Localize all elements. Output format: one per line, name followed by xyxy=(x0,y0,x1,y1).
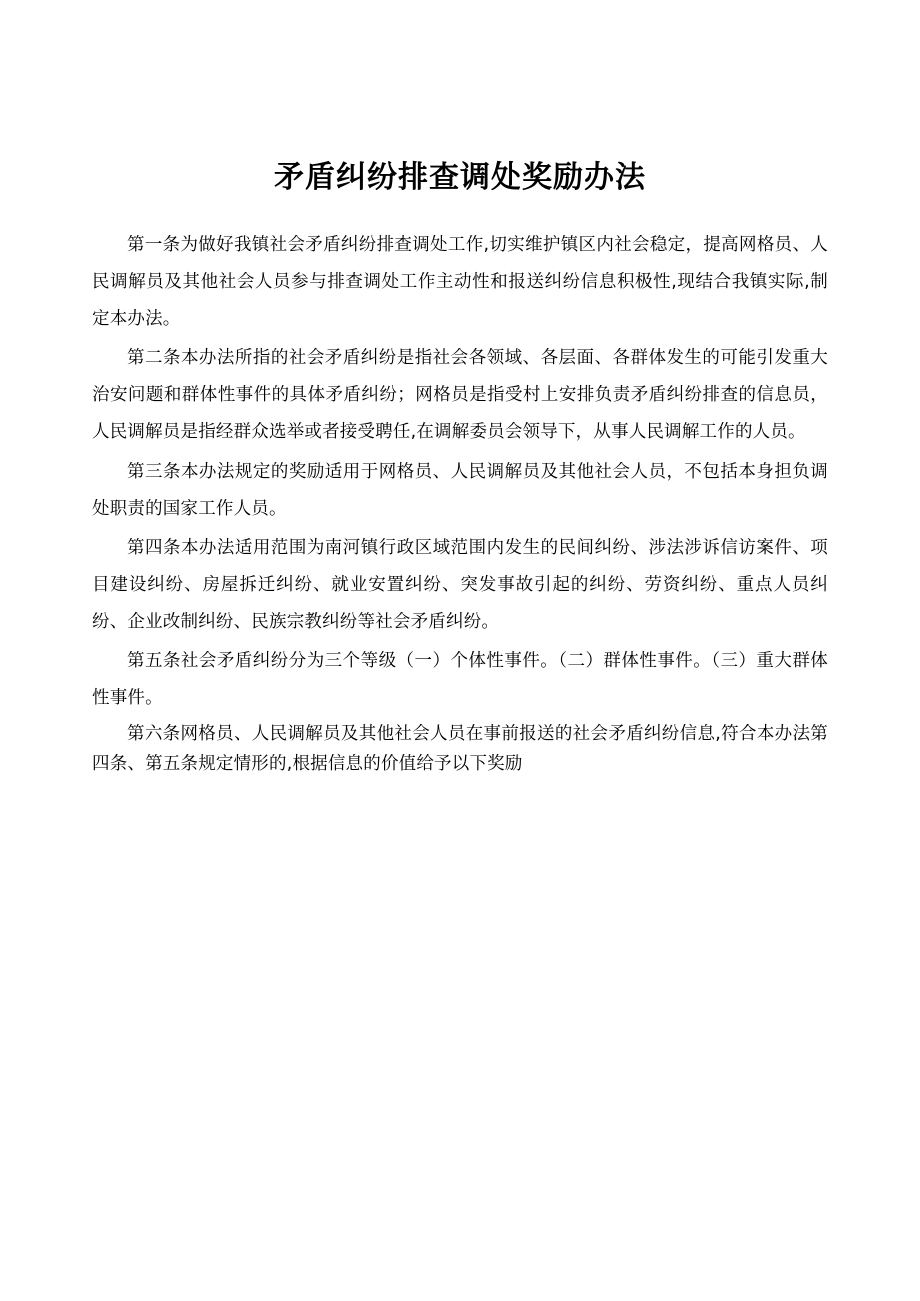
paragraph-article-6: 第六条网格员、人民调解员及其他社会人员在事前报送的社会矛盾纠纷信息,符合本办法第四条、第五条规定情形的,根据信息的价值给予以下奖励 xyxy=(92,724,828,775)
paragraph-article-1: 第一条为做好我镇社会矛盾纠纷排查调处工作,切实维护镇区内社会稳定，提高网格员、人民调解员及其他社会人员参与排查调处工作主动性和报送纠纷信息积极性,现结合我镇实际,制定本办法。 xyxy=(92,235,828,330)
page-bottom-margin xyxy=(0,1151,920,1301)
document-body xyxy=(92,227,828,779)
page-title: 矛盾纠纷排查调处奖励办法 xyxy=(274,160,646,195)
paragraph-article-2: 第二条本办法所指的社会矛盾纠纷是指社会各领域、各层面、各群体发生的可能引发重大治安问题和群体性事件的具体矛盾纠纷；网格员是指受村上安排负责矛盾纠纷排查的信息员，人民调解员是指经群众选举或者接受聘任,在调解委员会领导下，从事人民调解工作的人员。 xyxy=(92,348,828,443)
paragraph-article-5: 第五条社会矛盾纠纷分为三个等级（一）个体性事件。（二）群体性事件。（三）重大群体性事件。 xyxy=(92,651,828,709)
paragraph-article-4: 第四条本办法适用范围为南河镇行政区域范围内发生的民间纠纷、涉法涉诉信访案件、项目建设纠纷、房屋拆迁纠纷、就业安置纠纷、突发事故引起的纠纷、劳资纠纷、重点人员纠纷、企业改制纠纷、民族宗教纠纷等社会矛盾纠纷。 xyxy=(92,537,828,632)
paragraph-article-3: 第三条本办法规定的奖励适用于网格员、人民调解员及其他社会人员，不包括本身担负调处职责的国家工作人员。 xyxy=(92,461,828,519)
